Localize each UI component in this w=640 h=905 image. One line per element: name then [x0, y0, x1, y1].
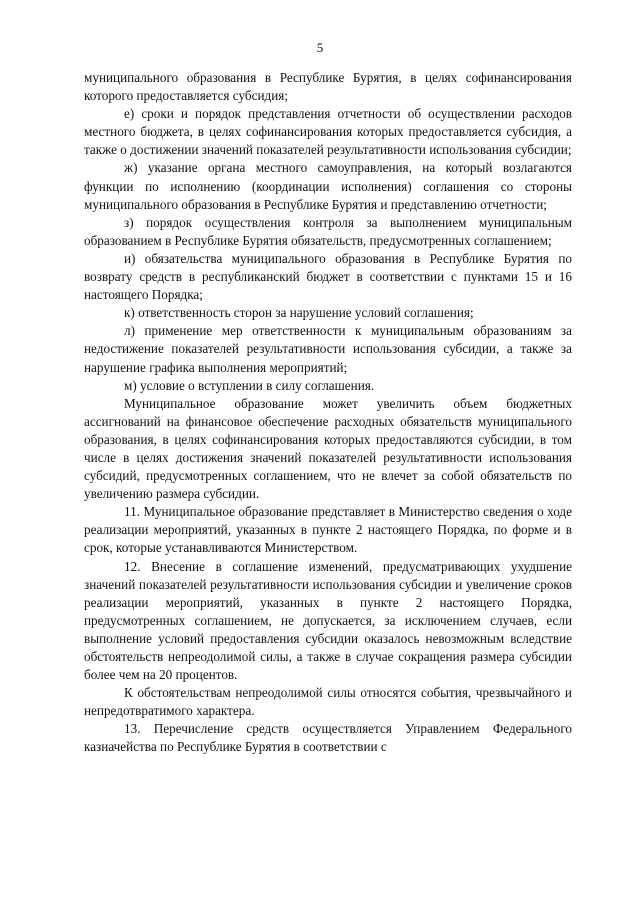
paragraph: е) сроки и порядок представления отчетности об осуществлении расходов местного бюджета, в целях софинансирования которых предоставляется субсидия, а также о достижении значений показателей результативности использования субсидии;: [84, 106, 572, 158]
paragraph: к) ответственность сторон за нарушение условий соглашения;: [124, 305, 474, 321]
paragraph: м) условие о вступлении в силу соглашения.: [124, 377, 375, 393]
paragraph: ж) указание органа местного самоуправления, на который возлагаются функции по исполнению (координации исполнения) соглашения со стороны муниципального образования в Республике Бурятия и представлению отчетности;: [84, 160, 572, 212]
paragraph: Муниципальное образование может увеличить объем бюджетных ассигнований на финансовое обеспечение расходных обязательств муниципального образования, в целях софинансирования которых предоставляются субсидии, в том числе в целях достижения значений показателей результативности использования субсидий, предусмотренных соглашением, что не влечет за собой обязательств по увеличению размера субсидии.: [84, 395, 572, 502]
paragraph: л) применение мер ответственности к муниципальным образованиям за недостижение показателей результативности использования субсидии, а также за нарушение графика выполнения мероприятий;: [84, 323, 572, 375]
paragraph: 13. Перечисление средств осуществляется Управлением Федерального казначейства по Республике Бурятия в соответствии с: [84, 721, 572, 755]
paragraph: 11. Муниципальное образование представляет в Министерство сведения о ходе реализации мероприятий, указанных в пункте 2 настоящего Порядка, по форме и в срок, которые устанавливаются Министерством.: [84, 504, 572, 556]
paragraph: 12. Внесение в соглашение изменений, предусматривающих ухудшение значений показателей результативности использования субсидии и увеличение сроков реализации мероприятий, указанных в пункте 2 настоящего Порядка, предусмотренных соглашением, не допускается, за исключением случаев, если выполнение условий предоставления субсидии оказалось невозможным вследствие обстоятельств непреодолимой силы, а также в случае сокращения размера субсидии более чем на 20 процентов.: [84, 558, 572, 683]
paragraph: К обстоятельствам непреодолимой силы относятся события, чрезвычайного и непредотвратимого характера.: [84, 685, 572, 719]
paragraph: муниципального образования в Республике Бурятия, в целях софинансирования которого предоставляется субсидия;: [84, 70, 572, 104]
paragraph: з) порядок осуществления контроля за выполнением муниципальным образованием в Республике Бурятия обязательств, предусмотренных соглашением;: [84, 214, 572, 248]
paragraph: и) обязательства муниципального образования в Республике Бурятия по возврату средств в республиканский бюджет в соответствии с пунктами 15 и 16 настоящего Порядка;: [84, 250, 572, 303]
page-number: 5: [316, 40, 324, 55]
document-body: [84, 69, 572, 757]
